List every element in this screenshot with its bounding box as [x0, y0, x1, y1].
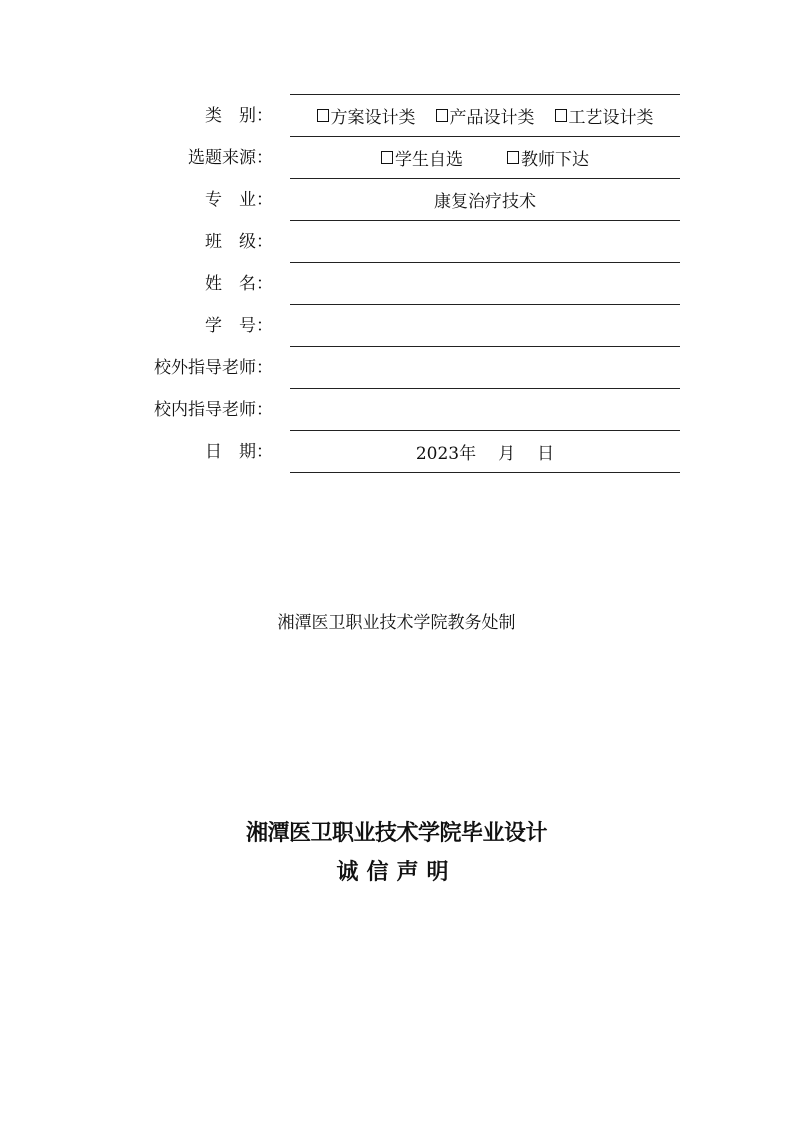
category-option-label: 产品设计类 — [449, 108, 535, 128]
checkbox-icon[interactable] — [381, 151, 393, 164]
external-advisor-label: 校外指导老师： — [154, 358, 273, 378]
date-month: 月 — [498, 444, 516, 464]
student-id-row — [0, 305, 793, 347]
external-advisor-field[interactable] — [290, 347, 680, 389]
checkbox-icon[interactable] — [436, 109, 448, 122]
topic-source-option-student[interactable] — [381, 145, 463, 170]
category-row — [0, 95, 793, 137]
external-advisor-row — [0, 347, 793, 389]
student-id-field[interactable] — [290, 305, 680, 347]
date-label: 日 期： — [205, 442, 273, 462]
class-row — [0, 221, 793, 263]
topic-source-option-teacher[interactable] — [507, 145, 589, 170]
major-label: 专 业： — [205, 190, 273, 210]
topic-source-row — [0, 137, 793, 179]
declaration-title: 湘潭医卫职业技术学院毕业设计 — [245, 821, 547, 846]
date-row — [0, 431, 793, 473]
category-option-scheme[interactable] — [317, 103, 416, 128]
class-label: 班 级： — [205, 232, 273, 252]
declaration-subtitle: 诚信声明 — [336, 860, 457, 885]
class-field[interactable] — [290, 221, 680, 263]
issuer-text: 湘潭医卫职业技术学院教务处制 — [277, 613, 516, 633]
category-option-product[interactable] — [436, 103, 535, 128]
topic-source-option-label: 教师下达 — [521, 150, 589, 170]
name-row — [0, 263, 793, 305]
internal-advisor-label: 校内指导老师： — [154, 400, 273, 420]
student-id-label: 学 号： — [205, 316, 273, 336]
category-label: 类 别： — [205, 106, 273, 126]
date-day: 日 — [537, 444, 555, 464]
date-year: 2023年 — [415, 444, 477, 464]
category-field — [290, 95, 680, 137]
date-field[interactable] — [290, 431, 680, 473]
internal-advisor-field[interactable] — [290, 389, 680, 431]
category-option-process[interactable] — [555, 103, 654, 128]
name-field[interactable] — [290, 263, 680, 305]
topic-source-field — [290, 137, 680, 179]
topic-source-label: 选题来源： — [188, 148, 273, 168]
major-row — [0, 179, 793, 221]
internal-advisor-row — [0, 389, 793, 431]
category-option-label: 工艺设计类 — [568, 108, 654, 128]
category-option-label: 方案设计类 — [330, 108, 416, 128]
name-label: 姓 名： — [205, 274, 273, 294]
checkbox-icon[interactable] — [507, 151, 519, 164]
checkbox-icon[interactable] — [555, 109, 567, 122]
topic-source-option-label: 学生自选 — [395, 150, 463, 170]
checkbox-icon[interactable] — [317, 109, 329, 122]
major-field[interactable]: 康复治疗技术 — [290, 179, 680, 221]
